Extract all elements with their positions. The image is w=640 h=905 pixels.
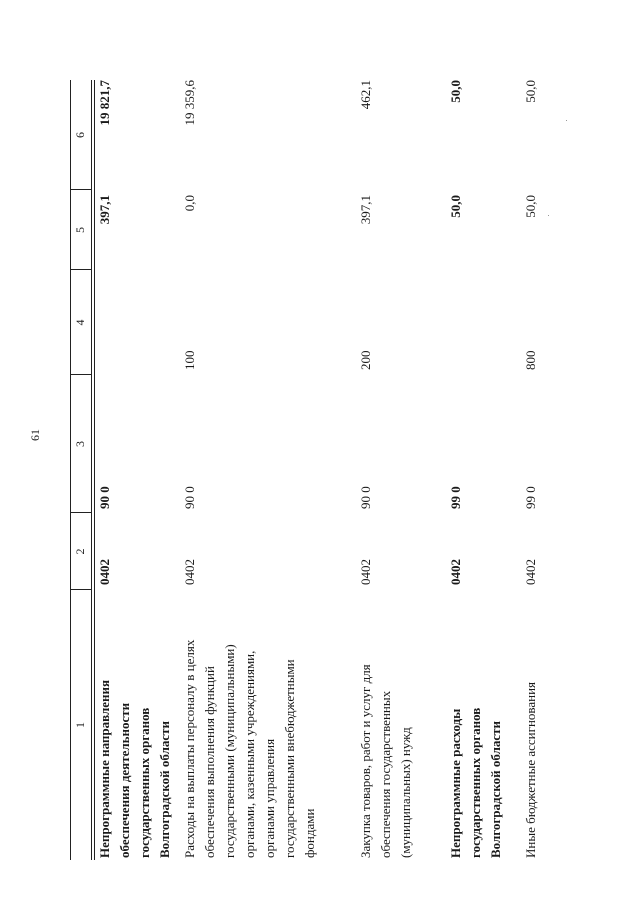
page-number: 61: [28, 429, 42, 441]
table-row-col5: 397,1: [358, 195, 373, 225]
header-bottom-border: [91, 80, 92, 860]
table-row-col5: 397,1: [97, 195, 112, 225]
table-row-col5: 50,0: [448, 195, 463, 218]
table-row-target: 99 0: [448, 486, 463, 509]
table-row-col6: 19 359,6: [182, 80, 197, 126]
header-col-6: 6: [73, 132, 87, 138]
budget-table: [70, 80, 590, 860]
table-row-name: Закупка товаров, работ и услуг для обеспечения государственных (муниципальных) нужд: [358, 664, 413, 858]
table-row-target: 90 0: [358, 486, 373, 509]
table-row-code: 0402: [448, 559, 463, 585]
table-row-col6: 50,0: [448, 80, 463, 103]
table-row-code: 0402: [182, 559, 197, 585]
scan-speck: [566, 120, 567, 121]
header-col-4: 4: [73, 319, 87, 326]
table-row-col6: 462,1: [358, 80, 373, 110]
header-col-3: 3: [73, 441, 87, 447]
table-row-target: 90 0: [97, 486, 112, 509]
table-row-type: 800: [523, 350, 538, 370]
table-row-target: 90 0: [182, 486, 197, 509]
scan-speck: [548, 215, 549, 216]
header-col-1: 1: [73, 722, 87, 728]
table-row-code: 0402: [358, 559, 373, 585]
table-row-code: 0402: [97, 559, 112, 585]
header-col-5: 5: [73, 227, 87, 233]
table-row-name: Расходы на выплаты персоналу в целях обеспечения выполнения функций государственными (муниципальными) органами, казенными учреждениями, органами управления государственными внебюджетными фондами: [182, 639, 317, 858]
table-row-target: 99 0: [523, 486, 538, 509]
table-row-type: 200: [358, 350, 373, 370]
table-row-col6: 19 821,7: [97, 80, 112, 126]
table-row-name: Непрограммные расходы государственных органов Волгоградской области: [448, 707, 503, 858]
table-row-type: 100: [182, 350, 197, 370]
header-col-2: 2: [73, 548, 87, 555]
table-row-name: Иные бюджетные ассигнования: [523, 681, 538, 858]
table-row-col6: 50,0: [523, 80, 538, 103]
table-row-col5: 50,0: [523, 195, 538, 218]
table-row-code: 0402: [523, 559, 538, 585]
table-row-col5: 0,0: [182, 195, 197, 212]
table-row-name: Непрограммные направления обеспечения деятельности государственных органов Волгоградской области: [97, 679, 172, 858]
